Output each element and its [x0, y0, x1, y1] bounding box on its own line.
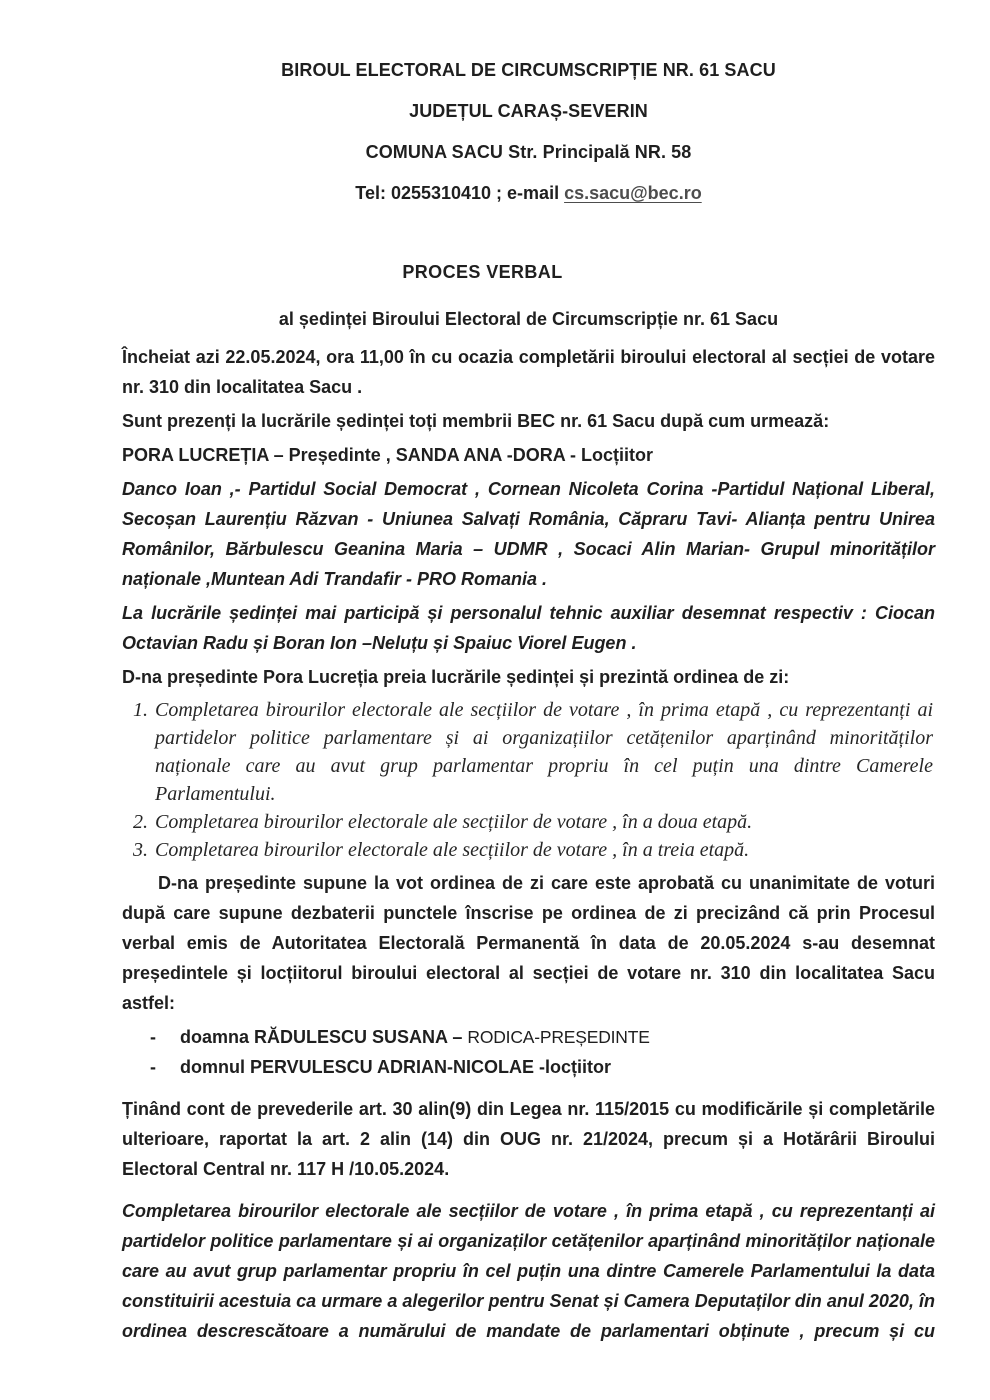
- document-body: [122, 342, 935, 1346]
- agenda-item-1: [122, 696, 935, 808]
- designee-presedinte-text: [172, 1022, 935, 1052]
- header-org-line: BIROUL ELECTORAL DE CIRCUMSCRIPȚIE NR. 61 SACU: [281, 60, 776, 80]
- agenda-item-2: [122, 808, 935, 836]
- designee-presedinte-name: doamna RĂDULESCU SUSANA –: [180, 1027, 468, 1047]
- paragraph-supune-la-vot: D-na președinte supune la vot ordinea de zi care este aprobată cu unanimitate de voturi după care supune dezbaterii punctele înscrise pe ordinea de zi precizând că prin Procesul verbal emis de Autoritatea Electorală Permanentă în data de 20.05.2024 s-au desemnat președintele și locțiitorul biroului electoral al secției de votare nr. 310 din localitatea Sacu astfel:: [122, 873, 935, 1013]
- designee-presedinte-dash: -: [150, 1027, 156, 1047]
- header-address-line: COMUNA SACU Str. Principală NR. 58: [365, 142, 692, 162]
- designee-loctiitor: [122, 1052, 935, 1082]
- designee-presedinte-role: RODICA-PREȘEDINTE: [467, 1027, 650, 1047]
- designee-presedinte: [122, 1022, 935, 1052]
- agenda-item-1-text: Completarea birourilor electorale ale secțiilor de votare , în prima etapă , cu reprezentanți ai partidelor politice parlamentare și ai organizațiilor cetățenilor aparținând minorităților naționale care au avut grup parlamentar propriu în cel puțin una dintre Camerele Parlamentului.: [155, 699, 933, 805]
- paragraph-completare-finala: Completarea birourilor electorale ale secțiilor de votare , în prima etapă , cu reprezentanți ai partidelor politice parlamentare și ai organizaților cetățenilor aparținând minorităților naționale care au avut grup parlamentar propriu în cel puțin una dintre Camerele Parlamentului la data constituirii acestuia ca urmare a alegerilor pentru Senat și Camera Deputaților din anul 2020, în ordinea descrescătoare a numărului de mandate de parlamentari obținute , precum și cu: [122, 1201, 935, 1341]
- agenda-item-2-number: 2.: [133, 811, 148, 833]
- paragraph-incheiat: Încheiat azi 22.05.2024, ora 11,00 în cu ocazia completării biroului electoral al secției de votare nr. 310 din localitatea Sacu .: [122, 347, 935, 397]
- agenda-item-3-text: Completarea birourilor electorale ale secțiilor de votare , în a treia etapă.: [155, 839, 750, 861]
- paragraph-temei-legal: Ținând cont de prevederile art. 30 alin(9) din Legea nr. 115/2015 cu modificările și completările ulterioare, raportat la art. 2 alin (14) din OUG nr. 21/2024, precum și a Hotărârii Biroului Electoral Central nr. 117 H /10.05.2024.: [122, 1099, 935, 1179]
- agenda-item-3-number: 3.: [133, 839, 148, 861]
- paragraph-conducere: PORA LUCREȚIA – Președinte , SANDA ANA -DORA - Locțiitor: [122, 445, 654, 465]
- designee-loctiitor-text: [172, 1052, 935, 1082]
- designee-loctiitor-dash: -: [150, 1057, 156, 1077]
- paragraph-ordine-de-zi: D-na președinte Pora Lucreția preia lucrările ședinței și prezintă ordinea de zi:: [122, 667, 790, 687]
- paragraph-membri: Danco Ioan ,- Partidul Social Democrat , Cornean Nicoleta Corina -Partidul Național Liberal, Secoșan Laurențiu Răzvan - Uniunea Salvați România, Căpraru Tavi- Alianța pentru Unirea Românilor, Bărbulescu Geanina Maria – UDMR , Socaci Alin Marian- Grupul minorităților naționale ,Muntean Adi Trandafir - PRO Romania .: [122, 479, 935, 589]
- agenda-item-3: [122, 836, 935, 864]
- document-header: [122, 58, 935, 205]
- agenda-item-1-number: 1.: [133, 699, 148, 721]
- paragraph-personal-tehnic: La lucrările ședinței mai participă și personalul tehnic auxiliar desemnat respectiv : Ciocan Octavian Radu și Boran Ion –Neluțu și Spaiuc Viorel Eugen .: [122, 603, 935, 653]
- header-contact-line: [122, 181, 935, 205]
- designee-loctiitor-name: domnul PERVULESCU ADRIAN-NICOLAE -locțiitor: [180, 1057, 611, 1077]
- agenda-list: [122, 696, 935, 864]
- document-subtitle: al ședinței Biroului Electoral de Circumscripție nr. 61 Sacu: [278, 309, 779, 329]
- document-title: PROCES VERBAL: [402, 262, 563, 282]
- designee-list: [122, 1022, 935, 1082]
- paragraph-prezenti: Sunt prezenți la lucrările ședinței toți membrii BEC nr. 61 Sacu după cum urmează:: [122, 411, 830, 431]
- agenda-item-2-text: Completarea birourilor electorale ale secțiilor de votare , în a doua etapă.: [155, 811, 753, 833]
- contact-prefix: Tel: 0255310410 ; e-mail: [355, 183, 565, 203]
- header-county-line: JUDEȚUL CARAȘ-SEVERIN: [409, 101, 648, 121]
- email-link[interactable]: cs.sacu@bec.ro: [564, 183, 702, 203]
